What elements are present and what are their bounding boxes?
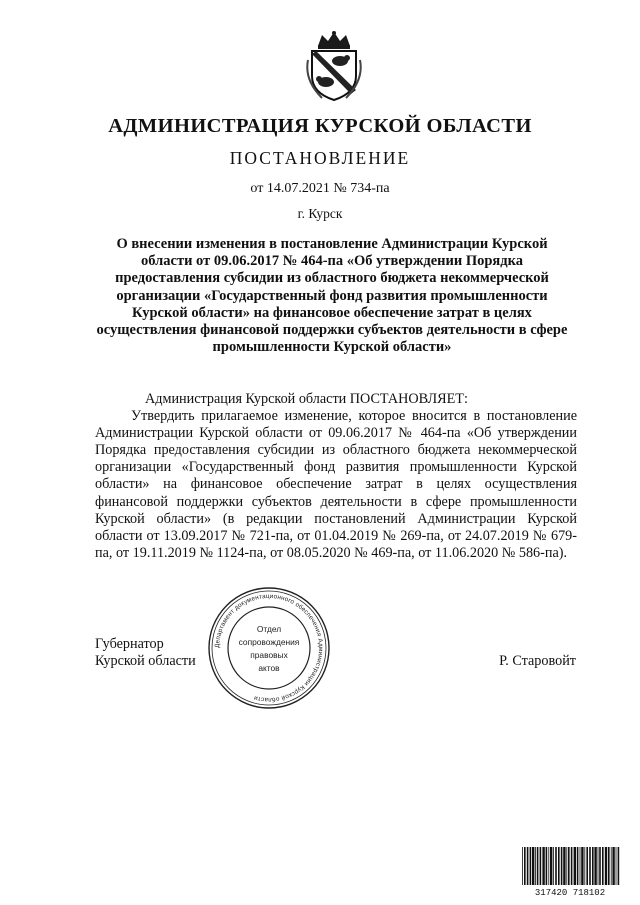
stamp-center-line: сопровождения: [238, 637, 300, 647]
signatory-title-line1: Губернатор: [95, 636, 164, 652]
barcode-bar: [535, 847, 536, 885]
barcode-bar: [550, 847, 552, 885]
barcode-bar: [563, 847, 565, 885]
barcode-bar: [605, 847, 607, 885]
barcode-bar: [527, 847, 529, 885]
barcode-bar: [530, 847, 532, 885]
barcode-bar: [577, 847, 579, 885]
signatory-title-line2: Курской области: [95, 653, 196, 669]
barcode-bar: [611, 847, 612, 885]
barcode-bar: [558, 847, 560, 885]
barcode-bar: [581, 847, 583, 885]
barcode-bar: [532, 847, 534, 885]
barcode-bar: [561, 847, 563, 885]
barcode-bar: [566, 847, 567, 885]
barcode-bar: [553, 847, 554, 885]
barcode-bar: [592, 847, 594, 885]
barcode-bar: [537, 847, 539, 885]
stamp-ring-text: Департамент документационного обеспечения Администрации Курской области: [213, 592, 325, 704]
organization-title: АДМИНИСТРАЦИЯ КУРСКОЙ ОБЛАСТИ: [108, 115, 532, 137]
barcode-bar: [555, 847, 557, 885]
barcode-bar: [540, 847, 542, 885]
barcode-bar: [524, 847, 526, 885]
barcode-bar: [602, 847, 604, 885]
signatory-name: Р. Старовойт: [499, 653, 576, 669]
barcode-bar: [548, 847, 549, 885]
stamp-center-line: правовых: [250, 650, 288, 660]
barcode-bar: [584, 847, 585, 885]
barcode-bar: [608, 847, 610, 885]
svg-text:Департамент документационного: [214, 593, 324, 704]
barcode-bar: [568, 847, 570, 885]
document-city: г. Курск: [297, 206, 343, 221]
barcode-bar: [546, 847, 548, 885]
barcode-bar: [574, 847, 576, 885]
barcode-bar: [616, 847, 617, 885]
resolution-paragraph: Утвердить прилагаемое изменение, которое вносится в постановление Администрации Курской области от 09.06.2017 № 464-па «Об утверждении Порядка предоставления субсидии из областного бюджета некоммерческой организации «Государственный фонд развития промышленности Курской области» на финансовое обеспечение затрат в целях осуществления финансовой поддержки субъектов деятельности в сфере промышленности Курской области» (в редакции постановлений Администрации Курской области от 13.09.2017 № 721-па, от 01.04.2019 № 269-па, от 24.07.2019 № 679-па, от 19.11.2019 № 1124-па, от 08.05.2020 № 469-па, от 11.06.2020 № 586-па).: [95, 408, 577, 561]
resolution-intro: Администрация Курской области ПОСТАНОВЛЯЕТ:: [145, 391, 468, 407]
document-type: ПОСТАНОВЛЕНИЕ: [229, 148, 411, 168]
barcode-bar: [598, 847, 599, 885]
barcode-number: 317420 718102: [534, 888, 606, 897]
barcode-bar: [594, 847, 596, 885]
barcode-bar: [612, 847, 614, 885]
barcode-bars-icon: [522, 847, 619, 885]
stamp-center-line: Отдел: [256, 624, 282, 634]
barcode-bar: [618, 847, 620, 885]
stamp-center-line: актов: [258, 663, 280, 673]
barcode: [520, 845, 620, 897]
barcode-bar: [599, 847, 601, 885]
document-subject: О внесении изменения в постановление Администрации Курской области от 09.06.2017 № 464-па «Об утверждении Порядка предоставления субсидии из областного бюджета некоммерческой организации «Государственный фонд развития промышленности Курской области» на финансовое обеспечение затрат в целях осуществления финансовой поддержки субъектов деятельности в сфере промышленности Курской области»: [96, 236, 568, 356]
barcode-bar: [586, 847, 588, 885]
barcode-bar: [571, 847, 573, 885]
document-date-number: от 14.07.2021 № 734-па: [250, 181, 390, 196]
kursk-coat-of-arms-icon: [304, 30, 364, 102]
barcode-bar: [542, 847, 544, 885]
barcode-bar: [589, 847, 591, 885]
document-body: [95, 391, 577, 562]
barcode-bar: [522, 847, 523, 885]
official-stamp: [206, 585, 332, 711]
barcode-bar: [580, 847, 581, 885]
signatory-title: [95, 636, 196, 670]
